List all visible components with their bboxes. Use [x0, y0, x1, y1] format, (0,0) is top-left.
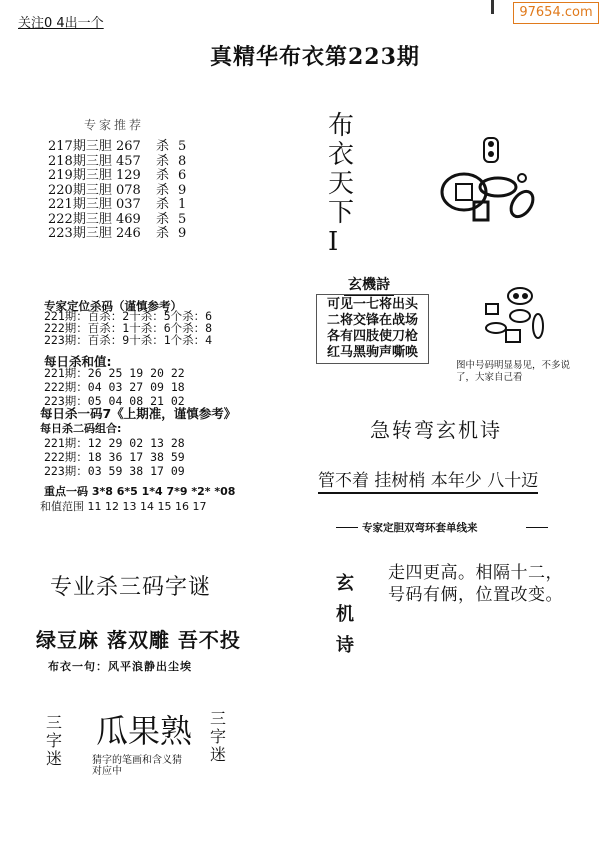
- kill-period: 217期三胆: [48, 139, 112, 154]
- xuanji-poem-line: 走四更高。相隔十二，: [388, 563, 563, 583]
- kill-nums: 267: [116, 139, 141, 154]
- kill-digit: 1: [178, 197, 187, 212]
- one-code-line: 每日杀一码7《上期准，谨慎参考》: [40, 406, 237, 421]
- page-title: 真精华布衣第223期: [210, 44, 420, 70]
- sum-kill-list: [44, 366, 185, 408]
- riddle-main-word: 瓜果熟: [96, 712, 193, 750]
- kill-digit: 6: [178, 168, 187, 183]
- poem-box: [316, 294, 429, 364]
- two-combo-row: 222期：18 36 17 38 59: [44, 450, 185, 464]
- kill-row: [48, 155, 186, 170]
- kill-row: [48, 184, 186, 199]
- kill-digit: 9: [178, 226, 187, 241]
- poem-line: 二将交锋在战场: [327, 313, 419, 328]
- kill-digit: 5: [178, 211, 187, 227]
- riddle-note: 猜字的笔画和含义猜对应中: [92, 755, 182, 777]
- riddle-label-left: 三字迷: [46, 713, 63, 768]
- kill-label: 杀: [156, 139, 170, 154]
- position-kill-heading: 专家定位杀码（谨慎参考）: [44, 299, 182, 313]
- key-code-row: 重点一码 3*8 6*5 1*4 7*9 *2* *08: [44, 485, 236, 498]
- poem-line: 各有四肢使刀枪: [327, 329, 419, 344]
- kill-row: [48, 169, 186, 184]
- two-combo-row: 223期：03 59 38 17 09: [44, 464, 185, 478]
- kill-nums: 037: [116, 197, 141, 212]
- riddle-poem-title: 急转弯玄机诗: [370, 418, 502, 442]
- kill-nums: 129: [116, 168, 141, 183]
- kill-label: 杀: [156, 182, 170, 198]
- corner-mark: [491, 0, 494, 14]
- kill-nums: 078: [116, 182, 141, 198]
- kill-period: 218期三胆: [48, 153, 112, 169]
- riddle-phrase: 管不着 挂树梢 本年少 八十迈: [318, 466, 538, 494]
- kill-row: [48, 213, 186, 228]
- riddle-words: 绿豆麻 落双雕 吾不投: [36, 628, 241, 652]
- divination-sketch-top: [436, 132, 556, 232]
- site-badge[interactable]: 97654.com: [513, 2, 599, 24]
- sum-kill-row: 221期：26 25 19 20 22: [44, 366, 185, 380]
- riddle-title: 专业杀三码字谜: [50, 575, 212, 600]
- kill-row: [48, 227, 186, 242]
- riddle-label-right: 三字迷: [210, 709, 227, 764]
- sum-kill-row: 223期：05 04 08 21 02: [44, 394, 185, 408]
- two-combo-row: 221期：12 29 02 13 28: [44, 436, 185, 450]
- sum-kill-row: 222期：04 03 27 09 18: [44, 380, 185, 394]
- kill-digit: 9: [178, 182, 187, 198]
- sum-kill-heading: 每日杀和值:: [44, 354, 112, 369]
- position-kill-row: 221期：百杀：2十杀：5个杀：6: [44, 309, 213, 323]
- kill-digit: 8: [178, 153, 187, 169]
- kill-nums: 469: [116, 211, 141, 227]
- kill-list: [48, 140, 186, 242]
- kill-row: [48, 140, 186, 155]
- kill-row: [48, 198, 186, 213]
- divination-sketch-small: [476, 282, 556, 356]
- kill-period: 223期三胆: [48, 226, 112, 241]
- xuanji-poem: [388, 562, 563, 606]
- kill-label: 杀: [156, 197, 170, 212]
- buyi-vertical-title: 布衣天下I: [328, 111, 355, 257]
- divider-left: [336, 527, 358, 528]
- position-kill-row: 222期：百杀：1十杀：6个杀：8: [44, 321, 213, 335]
- kill-period: 220期三胆: [48, 182, 112, 198]
- expert-line: 专家定胆双弯环套单线来: [362, 522, 478, 534]
- kill-label: 杀: [156, 211, 170, 227]
- divider-right: [526, 527, 548, 528]
- kill-period: 221期三胆: [48, 197, 112, 212]
- xuanji-vertical-label: 玄机诗: [336, 573, 354, 656]
- kill-period: 219期三胆: [48, 168, 112, 183]
- poem-box-title: 玄機詩: [344, 274, 394, 296]
- two-combo-heading: 每日杀二码组合:: [40, 422, 122, 435]
- kill-label: 杀: [156, 226, 170, 241]
- poem-line: 红马黑驹声嘶唤: [327, 345, 419, 360]
- position-kill-list: [44, 310, 212, 346]
- kill-period: 222期三胆: [48, 211, 112, 227]
- kill-label: 杀: [156, 168, 170, 183]
- image-caption: 图中号码明显易见，不多说了，大家自己看: [456, 360, 571, 383]
- two-combo-list: [44, 436, 185, 478]
- kill-digit: 5: [178, 139, 187, 154]
- kill-label: 杀: [156, 153, 170, 169]
- kill-nums: 457: [116, 153, 141, 169]
- xuanji-poem-line: 号码有俩，位置改变。: [388, 585, 563, 605]
- sum-range-row: 和值范围 11 12 13 14 15 16 17: [40, 500, 207, 513]
- position-kill-row: 223期：百杀：9十杀：1个杀：4: [44, 333, 213, 347]
- follow-note: 关注0 4出一个: [18, 16, 104, 31]
- buyi-saying: 布衣一句：风平浪静出尘埃: [48, 660, 192, 673]
- kill-section-heading: 专家推荐: [84, 118, 145, 132]
- poem-line: 可见一七将出头: [327, 297, 419, 312]
- kill-nums: 246: [116, 226, 141, 241]
